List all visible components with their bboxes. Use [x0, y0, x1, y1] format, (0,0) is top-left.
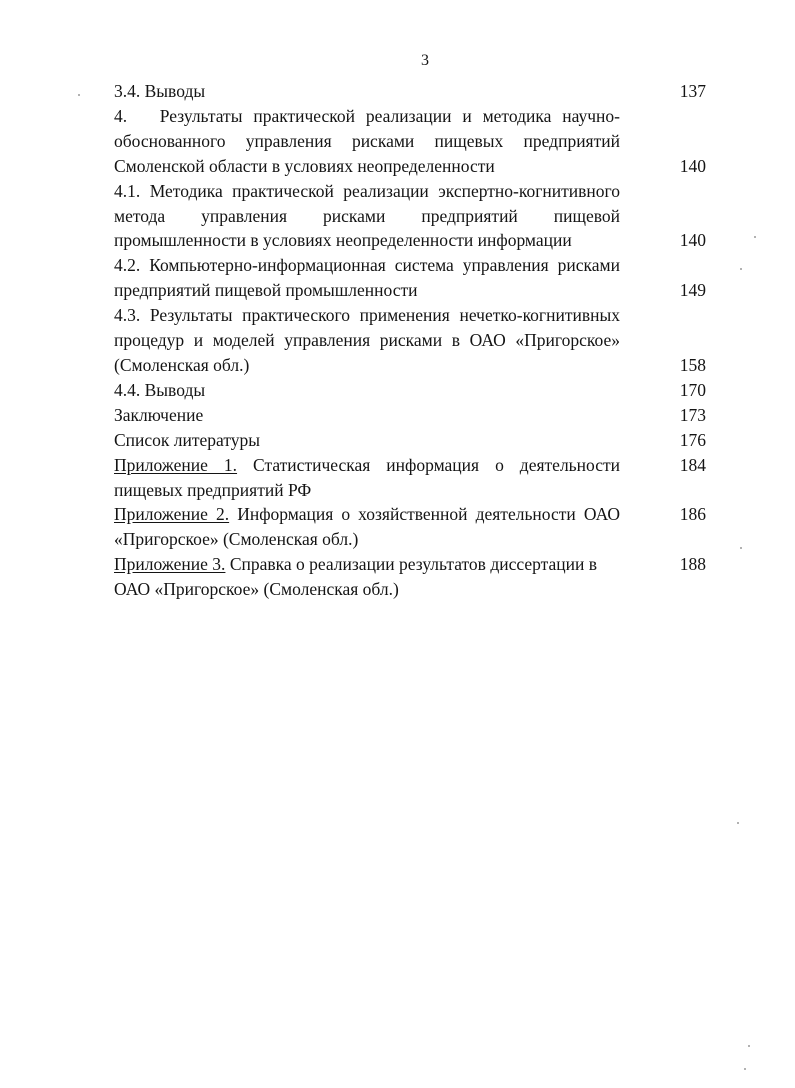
- toc-entry-4-4: [114, 378, 706, 403]
- toc-entry-4-1: [114, 179, 706, 254]
- scan-speck: [737, 822, 739, 824]
- toc-entry-title: 4.3. Результаты практического применения нечетко-когнитивных процедур и моделей управления рисками в ОАО «Пригорское» (Смоленская обл.): [114, 305, 620, 375]
- page-number: 3: [421, 52, 429, 69]
- toc-entry-page: 186: [679, 504, 706, 525]
- toc-entry-title: 4.1. Методика практической реализации экспертно-когнитивного метода управления рисками предприятий пищевой промышленности в условиях неопределенности информации: [114, 180, 620, 251]
- appendix-description: Информация о хозяйственной деятельности ОАО «Пригорское» (Смоленская обл.): [114, 504, 621, 550]
- toc-entry-3-4: [114, 79, 706, 104]
- scan-speck: [744, 1068, 746, 1070]
- appendix-description: Статистическая информация о деятельности пищевых предприятий РФ: [114, 454, 620, 500]
- toc-entry-appendix-2: [114, 502, 706, 552]
- scan-speck: [748, 1045, 750, 1047]
- toc-entry-page: 173: [679, 404, 706, 425]
- toc-entry-page: 188: [679, 554, 706, 575]
- appendix-description: Справка о реализации результатов диссертации в ОАО «Пригорское» (Смоленская обл.): [114, 554, 597, 600]
- toc-entry-4-2: [114, 253, 706, 303]
- table-of-contents: [114, 79, 706, 602]
- scan-speck: [740, 268, 742, 270]
- appendix-link[interactable]: Приложение 3.: [114, 554, 226, 575]
- appendix-link[interactable]: Приложение 2.: [114, 504, 230, 525]
- toc-entry-page: 140: [679, 230, 706, 251]
- appendix-link[interactable]: Приложение 1.: [114, 454, 238, 475]
- toc-entry-title: Список литературы: [114, 429, 261, 450]
- scan-speck: [754, 236, 756, 238]
- toc-entry-page: 137: [679, 81, 706, 101]
- toc-entry-title: 4.2. Компьютерно-информационная система управления рисками предприятий пищевой промышленности: [114, 255, 620, 301]
- scan-speck: [78, 94, 80, 96]
- toc-entry-4-3: [114, 303, 706, 378]
- toc-entry-page: 170: [679, 379, 706, 400]
- toc-entry-title: Заключение: [114, 404, 204, 425]
- toc-entry-page: 149: [679, 280, 706, 301]
- toc-entry-title: [114, 502, 620, 552]
- toc-entry-title: 4.4. Выводы: [114, 379, 206, 400]
- scan-speck: [740, 547, 742, 549]
- toc-entry-title: 4. Результаты практической реализации и методика научно-обоснованного управления рисками пищевых предприятий Смоленской области в условиях неопределенности: [114, 105, 625, 176]
- toc-entry-page: 140: [679, 155, 706, 176]
- toc-entry-4: [114, 104, 706, 179]
- toc-entry-conclusion: [114, 403, 706, 428]
- toc-entry-title: 3.4. Выводы: [114, 81, 206, 101]
- toc-entry-page: 184: [679, 454, 706, 475]
- toc-entry-appendix-1: [114, 453, 706, 503]
- toc-entry-references: [114, 428, 706, 453]
- toc-entry-page: 176: [679, 429, 706, 450]
- toc-entry-title: [114, 453, 620, 503]
- toc-entry-appendix-3: [114, 552, 706, 602]
- toc-entry-page: 158: [679, 354, 706, 375]
- toc-entry-title: [114, 552, 620, 602]
